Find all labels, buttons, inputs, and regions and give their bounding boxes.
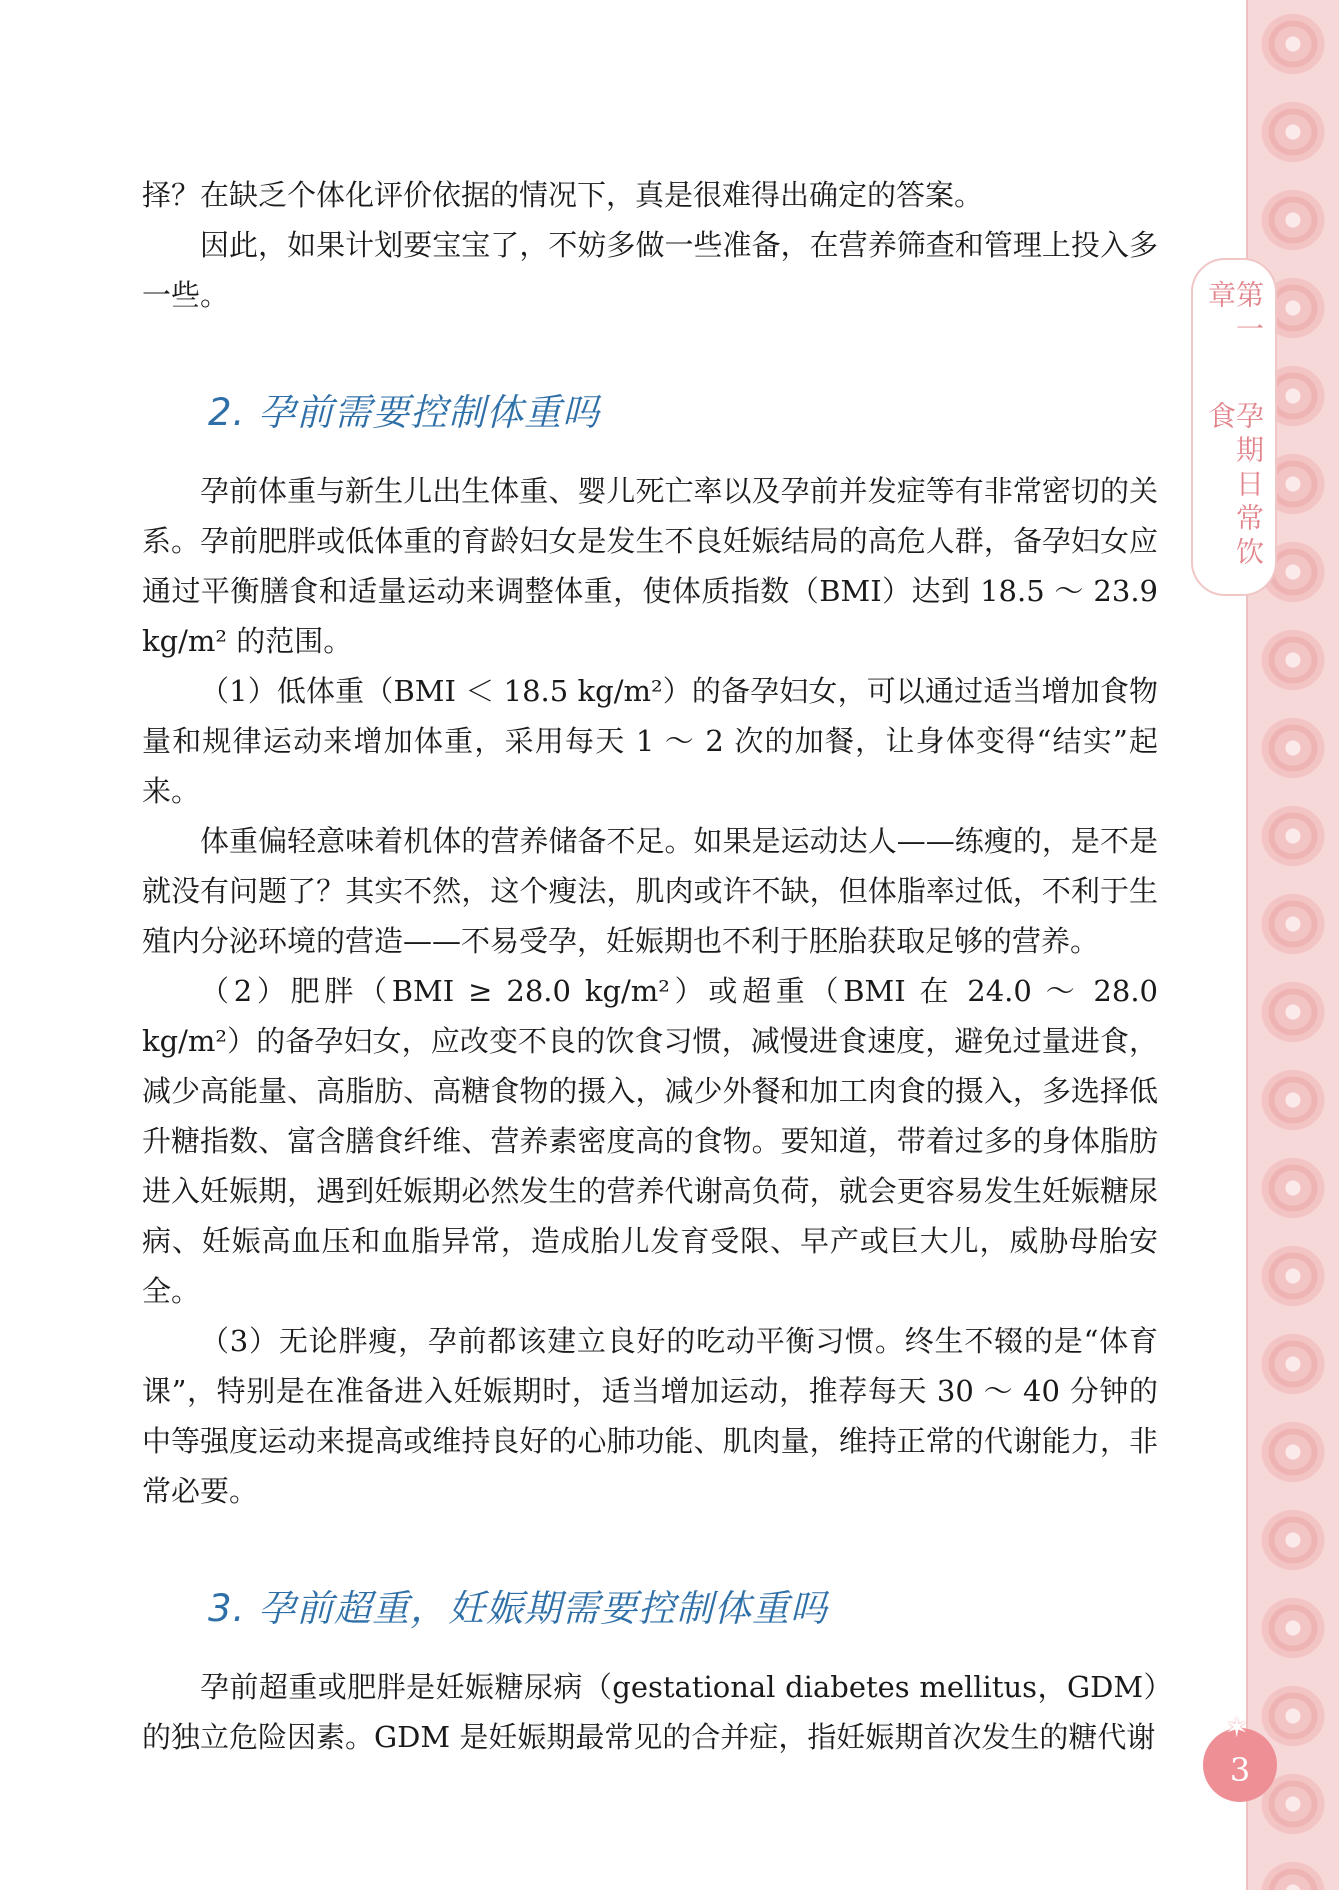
paragraph: （1）低体重（BMI ＜ 18.5 kg/m²）的备孕妇女，可以通过适当增加食物量和规律运动来增加体重，采用每天 1 ～ 2 次的加餐，让身体变得“结实”起来。 xyxy=(142,674,1158,808)
chapter-number: 第一章 xyxy=(1204,280,1265,348)
star-icon: ✶ xyxy=(1225,1711,1249,1744)
paragraph: 体重偏轻意味着机体的营养储备不足。如果是运动达人——练瘦的，是不是就没有问题了？其实不然，这个瘦法，肌肉或许不缺，但体脂率过低，不利于生殖内分泌环境的营造——不易受孕，妊娠期也不利于胚胎获取足够的营养。 xyxy=(142,824,1158,958)
paragraph: （2）肥胖（BMI ≥ 28.0 kg/m²）或超重（BMI 在 24.0 ～ 28.0 kg/m²）的备孕妇女，应改变不良的饮食习惯，减慢进食速度，避免过量进食，减少高能量、高脂肪、高糖食物的摄入，减少外餐和加工肉食的摄入，多选择低升糖指数、富含膳食纤维、营养素密度高的食物。要知道，带着过多的身体脂肪进入妊娠期，遇到妊娠期必然发生的营养代谢高负荷，就会更容易发生妊娠糖尿病、妊娠高血压和血脂异常，造成胎儿发育受限、早产或巨大儿，威胁母胎安全。 xyxy=(142,974,1158,1308)
section-heading: 3. 孕前超重，妊娠期需要控制体重吗 xyxy=(208,1587,829,1630)
paragraph: 因此，如果计划要宝宝了，不妨多做一些准备，在营养筛查和管理上投入多一些。 xyxy=(142,228,1158,312)
page-number: 3 xyxy=(1229,1751,1251,1789)
chapter-title: 孕期日常饮食 xyxy=(1204,401,1265,572)
paragraph-continued: 择？在缺乏个体化评价依据的情况下，真是很难得出确定的答案。 xyxy=(142,178,984,212)
paragraph: 孕前超重或肥胖是妊娠糖尿病（gestational diabetes mellitus，GDM）的独立危险因素。GDM 是妊娠期最常见的合并症，指妊娠期首次发生的糖代谢 xyxy=(142,1670,1158,1754)
page-number-badge xyxy=(1203,1711,1277,1802)
page-content xyxy=(142,170,1158,1762)
chapter-tab xyxy=(1191,258,1277,596)
paragraph: （3）无论胖瘦，孕前都该建立良好的吃动平衡习惯。终生不辍的是“体育课”，特别是在准备进入妊娠期时，适当增加运动，推荐每天 30 ～ 40 分钟的中等强度运动来提高或维持良好的心肺功能、肌肉量，维持正常的代谢能力，非常必要。 xyxy=(142,1324,1158,1508)
section-heading: 2. 孕前需要控制体重吗 xyxy=(208,391,601,434)
paragraph: 孕前体重与新生儿出生体重、婴儿死亡率以及孕前并发症等有非常密切的关系。孕前肥胖或低体重的育龄妇女是发生不良妊娠结局的高危人群，备孕妇女应通过平衡膳食和适量运动来调整体重，使体质指数（BMI）达到 18.5 ～ 23.9 kg/m² 的范围。 xyxy=(142,474,1158,658)
